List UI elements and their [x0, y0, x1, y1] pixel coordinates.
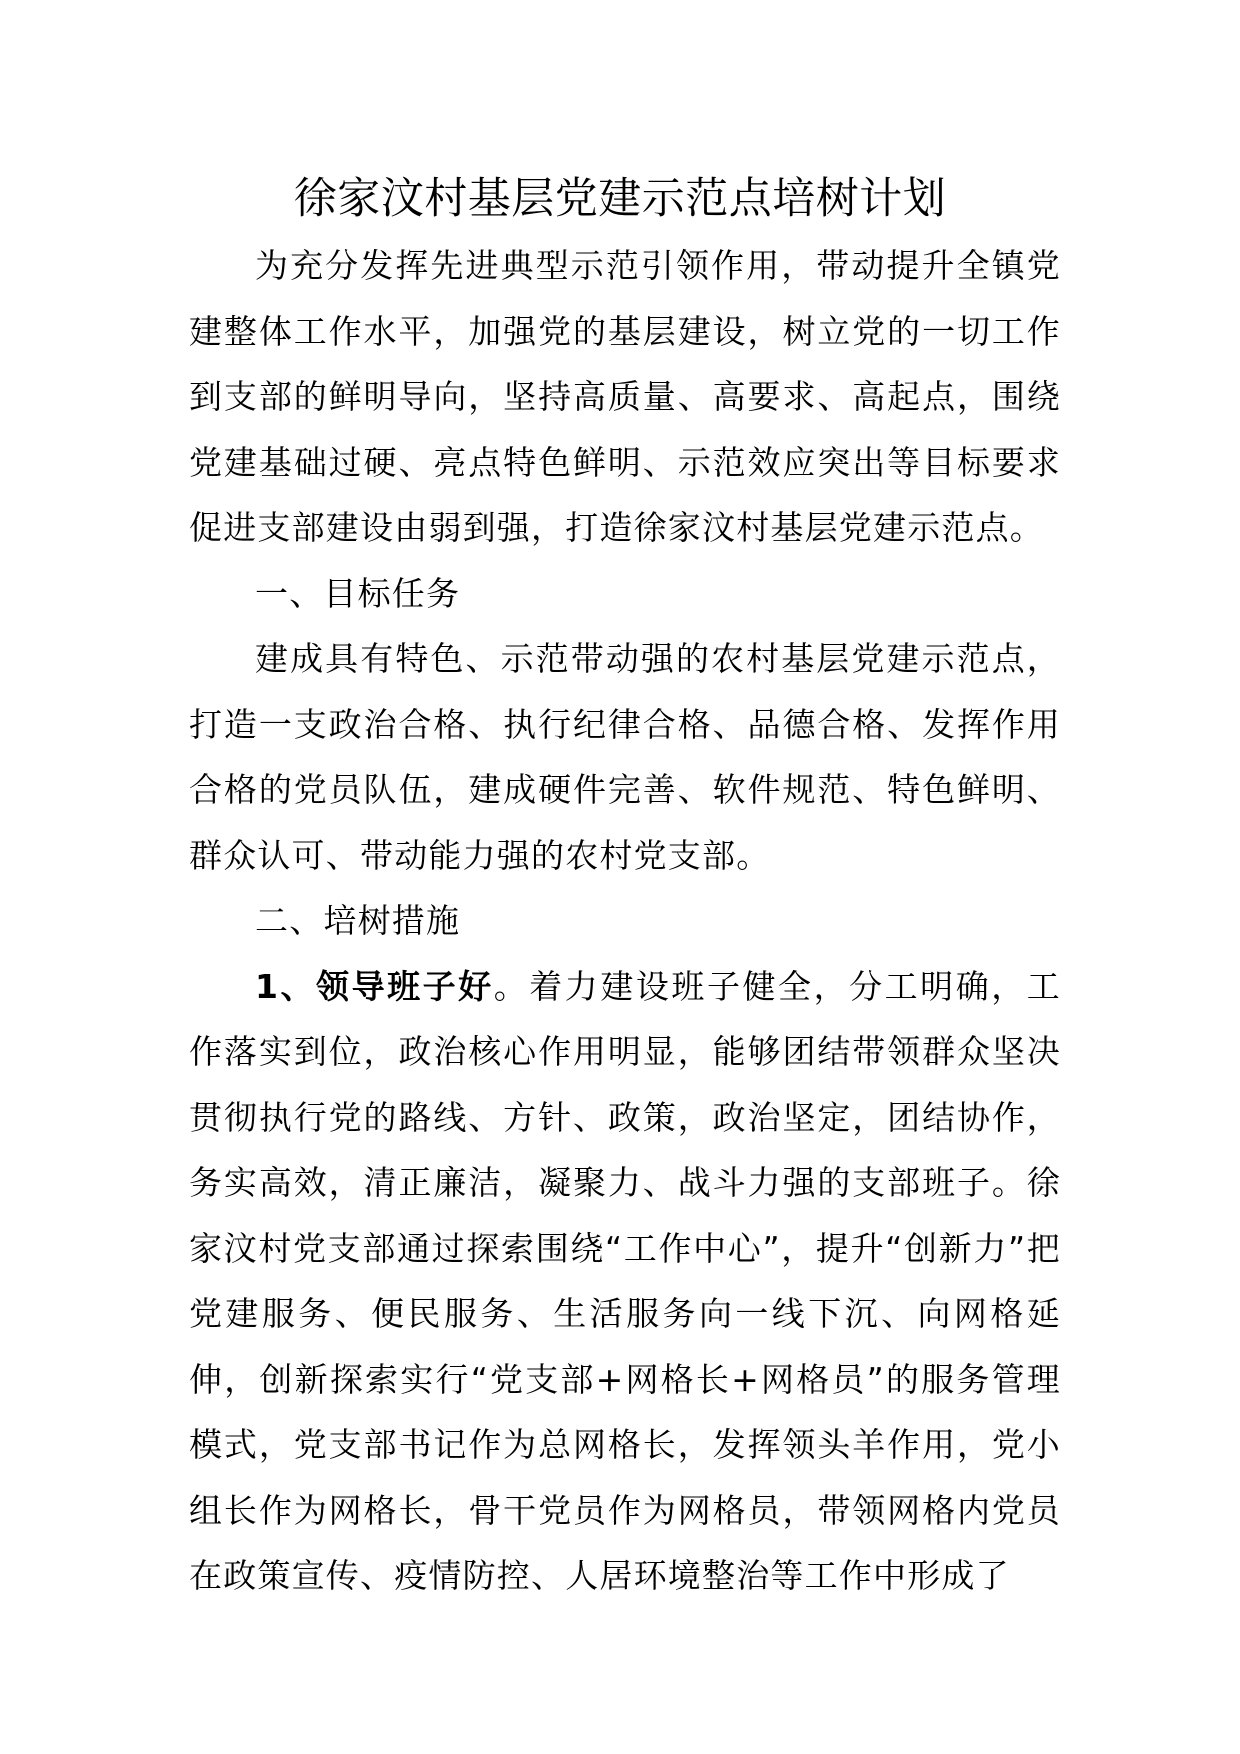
document-body — [189, 233, 1061, 1609]
document-title: 徐家汶村基层党建示范点培树计划 — [293, 174, 947, 224]
section-heading-goals: 一、目标任务 — [255, 573, 461, 613]
measure-1-text: 。着力建设班子健全，分工明确，工作落实到位，政治核心作用明显，能够团结带领群众坚决贯彻执行党的路线、方针、政策，政治坚定，团结协作，务实高效，清正廉洁，凝聚力、战斗力强的支部班子。徐家汶村党支部通过探索围绕“工作中心”，提升“创新力”把党建服务、便民服务、生活服务向一线下沉、向网格延伸，创新探索实行“党支部+网格长+网格员”的服务管理模式，党支部书记作为总网格长，发挥领头羊作用，党小组长作为网格长，骨干党员作为网格员，带领网格内党员在政策宣传、疫情防控、人居环境整治等工作中形成了 — [189, 966, 1061, 1595]
section-heading-measures: 二、培树措施 — [255, 901, 461, 940]
measure-1-lead: 1、领导班子好 — [255, 966, 494, 1006]
goals-paragraph: 建成具有特色、示范带动强的农村基层党建示范点，打造一支政治合格、执行纪律合格、品德合格、发挥作用合格的党员队伍，建成硬件完善、软件规范、特色鲜明、群众认可、带动能力强的农村党支部。 — [189, 639, 1061, 875]
measures-paragraph-1 — [189, 954, 1061, 1609]
intro-paragraph: 为充分发挥先进典型示范引领作用，带动提升全镇党建整体工作水平，加强党的基层建设，树立党的一切工作到支部的鲜明导向，坚持高质量、高要求、高起点，围绕党建基础过硬、亮点特色鲜明、示范效应突出等目标要求促进支部建设由弱到强，打造徐家汶村基层党建示范点。 — [189, 246, 1061, 547]
